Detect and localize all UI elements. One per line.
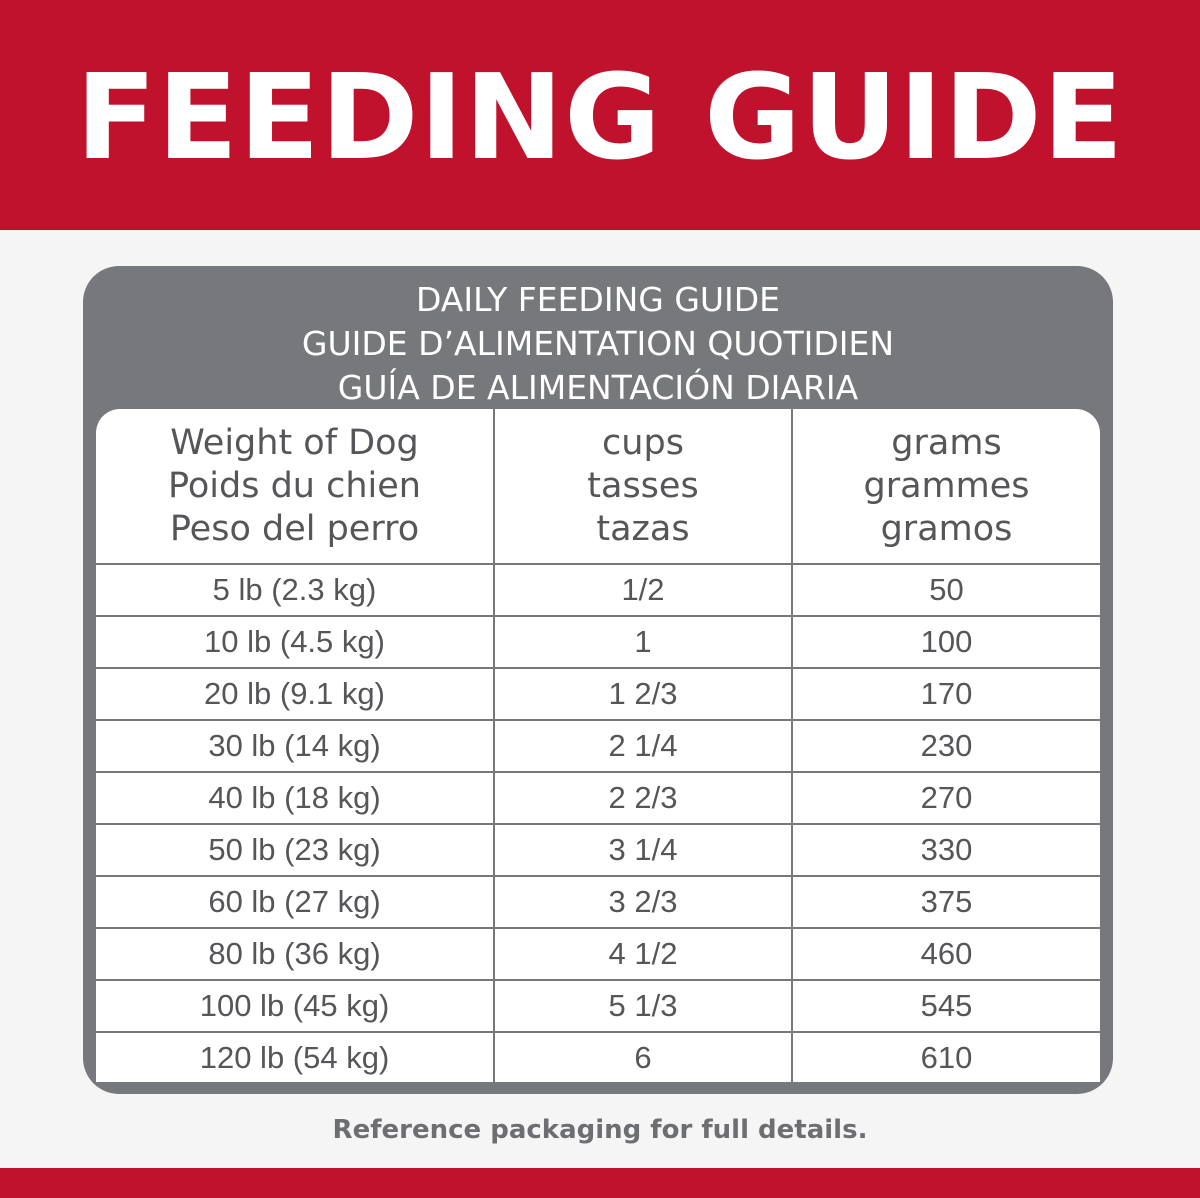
weight-cell: 100 lb (45 kg) — [96, 980, 494, 1032]
table-header-row — [96, 409, 1100, 564]
page-title: FEEDING GUIDE — [75, 48, 1125, 186]
header-grams-es: gramos — [880, 508, 1013, 549]
feeding-guide-card — [83, 266, 1113, 1094]
header-grams-fr: grammes — [863, 465, 1030, 506]
weight-cell: 40 lb (18 kg) — [96, 772, 494, 824]
table-row — [96, 720, 1100, 772]
cups-cell: 6 — [494, 1032, 792, 1082]
cups-cell: 3 1/4 — [494, 824, 792, 876]
cups-cell: 1/2 — [494, 564, 792, 616]
table-row — [96, 1032, 1100, 1082]
header-grams — [792, 409, 1100, 564]
table-row — [96, 876, 1100, 928]
weight-cell: 120 lb (54 kg) — [96, 1032, 494, 1082]
table-row — [96, 772, 1100, 824]
header-banner — [0, 0, 1200, 230]
grams-cell: 230 — [792, 720, 1100, 772]
grams-cell: 610 — [792, 1032, 1100, 1082]
grams-cell: 270 — [792, 772, 1100, 824]
footnote: Reference packaging for full details. — [332, 1115, 868, 1145]
header-cups-en: cups — [602, 422, 684, 463]
table-row — [96, 980, 1100, 1032]
card-title-french: GUIDE D’ALIMENTATION QUOTIDIEN — [301, 324, 895, 363]
cups-cell: 5 1/3 — [494, 980, 792, 1032]
bottom-bar — [0, 1168, 1200, 1198]
weight-cell: 80 lb (36 kg) — [96, 928, 494, 980]
table-row — [96, 564, 1100, 616]
header-weight — [96, 409, 494, 564]
grams-cell: 545 — [792, 980, 1100, 1032]
cups-cell: 2 2/3 — [494, 772, 792, 824]
table-row — [96, 824, 1100, 876]
weight-cell: 30 lb (14 kg) — [96, 720, 494, 772]
feeding-table-container — [96, 409, 1100, 1082]
header-weight-en: Weight of Dog — [170, 422, 419, 463]
grams-cell: 170 — [792, 668, 1100, 720]
card-title-spanish: GUÍA DE ALIMENTACIÓN DIARIA — [337, 368, 859, 407]
cups-cell: 3 2/3 — [494, 876, 792, 928]
grams-cell: 330 — [792, 824, 1100, 876]
weight-cell: 60 lb (27 kg) — [96, 876, 494, 928]
cups-cell: 1 2/3 — [494, 668, 792, 720]
header-grams-en: grams — [891, 422, 1002, 463]
grams-cell: 50 — [792, 564, 1100, 616]
feeding-table — [96, 409, 1100, 1082]
weight-cell: 50 lb (23 kg) — [96, 824, 494, 876]
header-weight-fr: Poids du chien — [168, 465, 421, 506]
cups-cell: 4 1/2 — [494, 928, 792, 980]
cups-cell: 1 — [494, 616, 792, 668]
weight-cell: 5 lb (2.3 kg) — [96, 564, 494, 616]
card-title-english: DAILY FEEDING GUIDE — [415, 280, 781, 319]
header-cups — [494, 409, 792, 564]
table-row — [96, 616, 1100, 668]
weight-cell: 10 lb (4.5 kg) — [96, 616, 494, 668]
grams-cell: 375 — [792, 876, 1100, 928]
table-row — [96, 668, 1100, 720]
header-cups-es: tazas — [596, 508, 690, 549]
header-weight-es: Peso del perro — [169, 508, 420, 549]
grams-cell: 100 — [792, 616, 1100, 668]
weight-cell: 20 lb (9.1 kg) — [96, 668, 494, 720]
table-row — [96, 928, 1100, 980]
card-title — [83, 278, 1113, 410]
header-cups-fr: tasses — [587, 465, 699, 506]
cups-cell: 2 1/4 — [494, 720, 792, 772]
grams-cell: 460 — [792, 928, 1100, 980]
